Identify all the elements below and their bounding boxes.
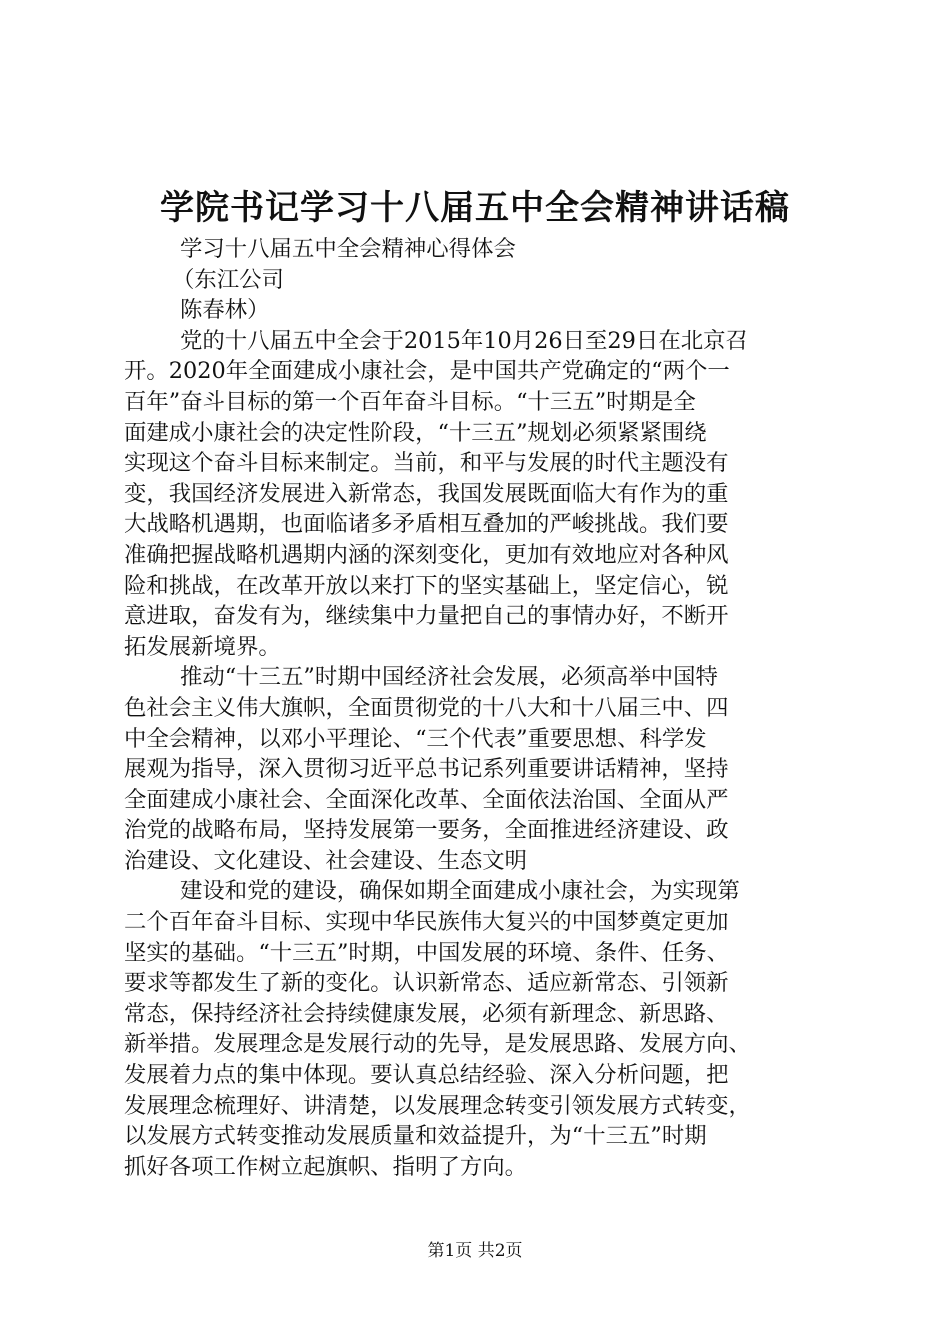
- text-line: 治党的战略布局，坚持发展第一要务，全面推进经济建设、政: [124, 817, 729, 844]
- text-line: 以发展方式转变推动发展质量和效益提升，为“十三五”时期: [124, 1123, 707, 1150]
- text-line: 发展理念梳理好、讲清楚，以发展理念转变引领发展方式转变，: [124, 1092, 751, 1119]
- text-line: 发展着力点的集中体现。要认真总结经验、深入分析问题，把: [124, 1062, 729, 1089]
- text-line: 陈春林）: [180, 297, 270, 324]
- text-line: 要求等都发生了新的变化。认识新常态、适应新常态、引领新: [124, 970, 729, 997]
- text-line: 治建设、文化建设、社会建设、生态文明: [124, 847, 528, 874]
- text-line: 面建成小康社会的决定性阶段，“十三五”规划必须紧紧围绕: [124, 419, 707, 446]
- document-body: [124, 234, 834, 1182]
- text-line: 新举措。发展理念是发展行动的先导，是发展思路、发展方向、: [124, 1031, 751, 1058]
- text-line: 险和挑战，在改革开放以来打下的坚实基础上，坚定信心，锐: [124, 572, 729, 599]
- document-title: 学院书记学习十八届五中全会精神讲话稿: [160, 188, 790, 228]
- text-line: 常态，保持经济社会持续健康发展，必须有新理念、新思路、: [124, 1000, 729, 1027]
- text-line: 拓发展新境界。: [124, 633, 281, 660]
- page-footer: 第1页 共2页: [427, 1241, 523, 1261]
- text-line: 百年”奋斗目标的第一个百年奋斗目标。“十三五”时期是全: [124, 388, 696, 415]
- text-line: （东江公司: [172, 266, 284, 293]
- text-line: 坚实的基础。“十三五”时期，中国发展的环境、条件、任务、: [124, 939, 730, 966]
- text-line: 学习十八届五中全会精神心得体会: [180, 236, 516, 262]
- text-line: 大战略机遇期，也面临诸多矛盾相互叠加的严峻挑战。我们要: [124, 511, 729, 538]
- text-line: 二个百年奋斗目标、实现中华民族伟大复兴的中国梦奠定更加: [124, 909, 729, 936]
- text-line: 推动“十三五”时期中国经济社会发展，必须高举中国特: [180, 664, 718, 691]
- text-line: 全面建成小康社会、全面深化改革、全面依法治国、全面从严: [124, 786, 729, 813]
- text-line: 中全会精神，以邓小平理论、“三个代表”重要思想、科学发: [124, 725, 707, 752]
- text-line: 建设和党的建设，确保如期全面建成小康社会，为实现第: [180, 878, 740, 905]
- text-line: 党的十八届五中全会于2015年10月26日至29日在北京召: [180, 327, 748, 354]
- text-line: 抓好各项工作树立起旗帜、指明了方向。: [124, 1153, 528, 1180]
- text-line: 变，我国经济发展进入新常态，我国发展既面临大有作为的重: [124, 480, 729, 507]
- text-line: 色社会主义伟大旗帜，全面贯彻党的十八大和十八届三中、四: [124, 694, 729, 721]
- text-line: 意进取，奋发有为，继续集中力量把自己的事情办好，不断开: [124, 603, 729, 630]
- text-line: 展观为指导，深入贯彻习近平总书记系列重要讲话精神，坚持: [124, 756, 729, 783]
- text-line: 开。2020年全面建成小康社会，是中国共产党确定的“两个一: [124, 358, 730, 385]
- text-line: 实现这个奋斗目标来制定。当前，和平与发展的时代主题没有: [124, 450, 729, 477]
- text-line: 准确把握战略机遇期内涵的深刻变化，更加有效地应对各种风: [124, 541, 729, 568]
